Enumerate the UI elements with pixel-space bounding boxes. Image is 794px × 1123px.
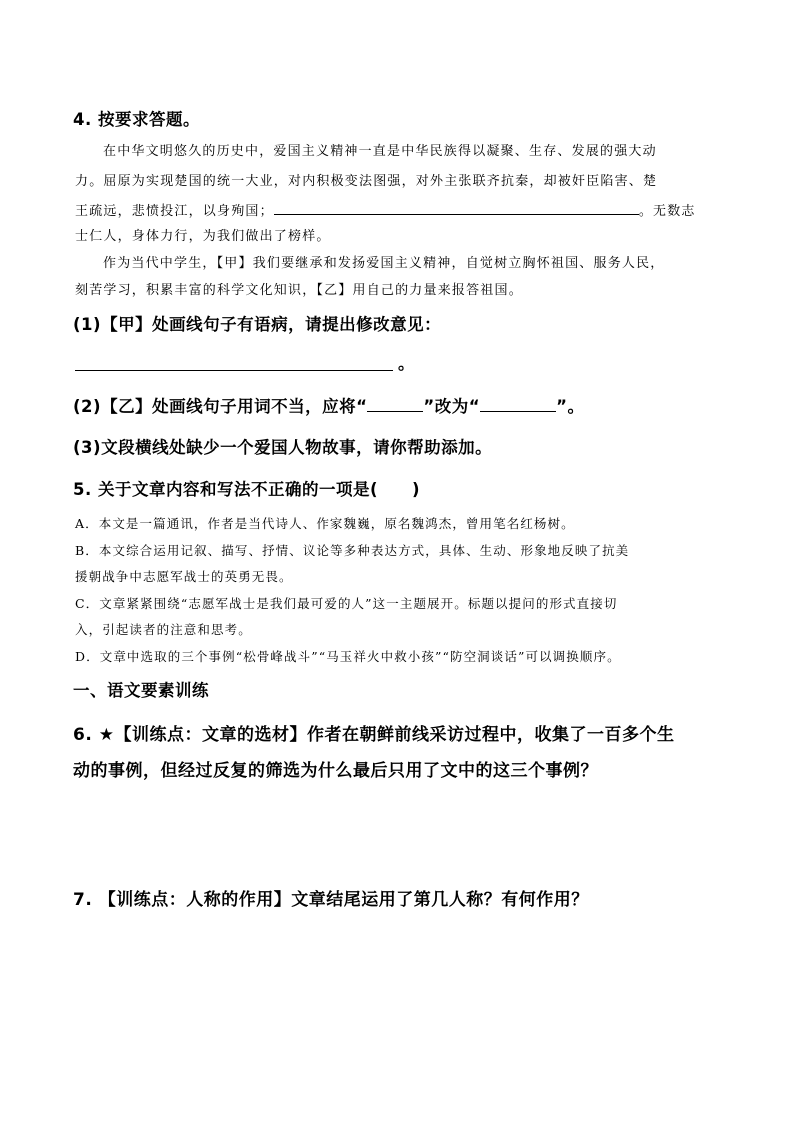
q4-sub2-text: (2)【乙】处画线句子用词不当，应将“ xyxy=(73,397,368,416)
section-title: 一、语文要素训练 xyxy=(73,681,209,700)
q4-sub2 xyxy=(73,393,584,417)
q6-line1: 6. ★【训练点：文章的选材】作者在朝鲜前线采访过程中，收集了一百多个生 xyxy=(73,725,675,745)
q4-sub2-blank-to[interactable] xyxy=(480,397,556,412)
q5-option-c-line1: C．文章紧紧围绕“志愿军战士是我们最可爱的人”这一主题展开。标题以提问的形式直接切 xyxy=(75,596,618,611)
q5-option-d: D．文章中选取的三个事例“松骨峰战斗”“马玉祥火中救小孩”“防空洞谈话”可以调换顺序。 xyxy=(75,649,621,664)
q5-option-c-line2: 入，引起读者的注意和思考。 xyxy=(75,622,252,637)
q5-option-a: A．本文是一篇通讯，作者是当代诗人、作家魏巍，原名魏鸿杰，曾用笔名红杨树。 xyxy=(75,516,575,531)
q4-para1-line3-end: 。无数志 xyxy=(638,204,696,219)
q4-para2-line2: 刻苦学习，积累丰富的科学文化知识，【乙】用自己的力量来报答祖国。 xyxy=(75,283,523,298)
q4-para1-line2: 力。屈原为实现楚国的统一大业，对内积极变法图强，对外主张联齐抗秦，却被奸臣陷害、楚 xyxy=(75,174,658,189)
q4-sub2-blank-from[interactable] xyxy=(367,397,423,412)
q4-sub2-mid: ”改为“ xyxy=(423,397,481,416)
q4-sub2-end: ”。 xyxy=(556,397,585,416)
q4-sub1: (1)【甲】处画线句子有语病，请提出修改意见： xyxy=(73,315,442,334)
q4-story-blank[interactable] xyxy=(274,200,639,215)
q6-line2: 动的事例，但经过反复的筛选为什么最后只用了文中的这三个事例？ xyxy=(73,761,598,781)
q4-sub1-end: 。 xyxy=(398,354,415,373)
q5-option-b-line2: 援朝战争中志愿军战士的英勇无畏。 xyxy=(75,569,293,584)
q4-para1-line1: 在中华文明悠久的历史中，爱国主义精神一直是中华民族得以凝聚、生存、发展的强大动 xyxy=(103,144,657,159)
q4-sub1-answer-line[interactable] xyxy=(75,370,393,371)
q4-para1-line4: 士仁人，身体力行，为我们做出了榜样。 xyxy=(75,229,331,244)
q5-title: 5. 关于文章内容和写法不正确的一项是( ) xyxy=(73,480,421,499)
q4-title: 4. 按要求答题。 xyxy=(73,110,200,129)
q4-para1-line3-text: 王疏远，悲愤投江，以身殉国； xyxy=(75,204,274,219)
q4-para2-line1: 作为当代中学生，【甲】我们要继承和发扬爱国主义精神，自觉树立胸怀祖国、服务人民， xyxy=(103,256,665,271)
q4-sub3: (3)文段横线处缺少一个爱国人物故事，请你帮助添加。 xyxy=(73,438,493,457)
q4-para1-line3 xyxy=(75,200,696,221)
q7-line1: 7. 【训练点：人称的作用】文章结尾运用了第几人称？有何作用？ xyxy=(73,890,589,910)
q5-option-b-line1: B．本文综合运用记叙、描写、抒情、议论等多种表达方式，具体、生动、形象地反映了抗美 xyxy=(75,543,630,558)
